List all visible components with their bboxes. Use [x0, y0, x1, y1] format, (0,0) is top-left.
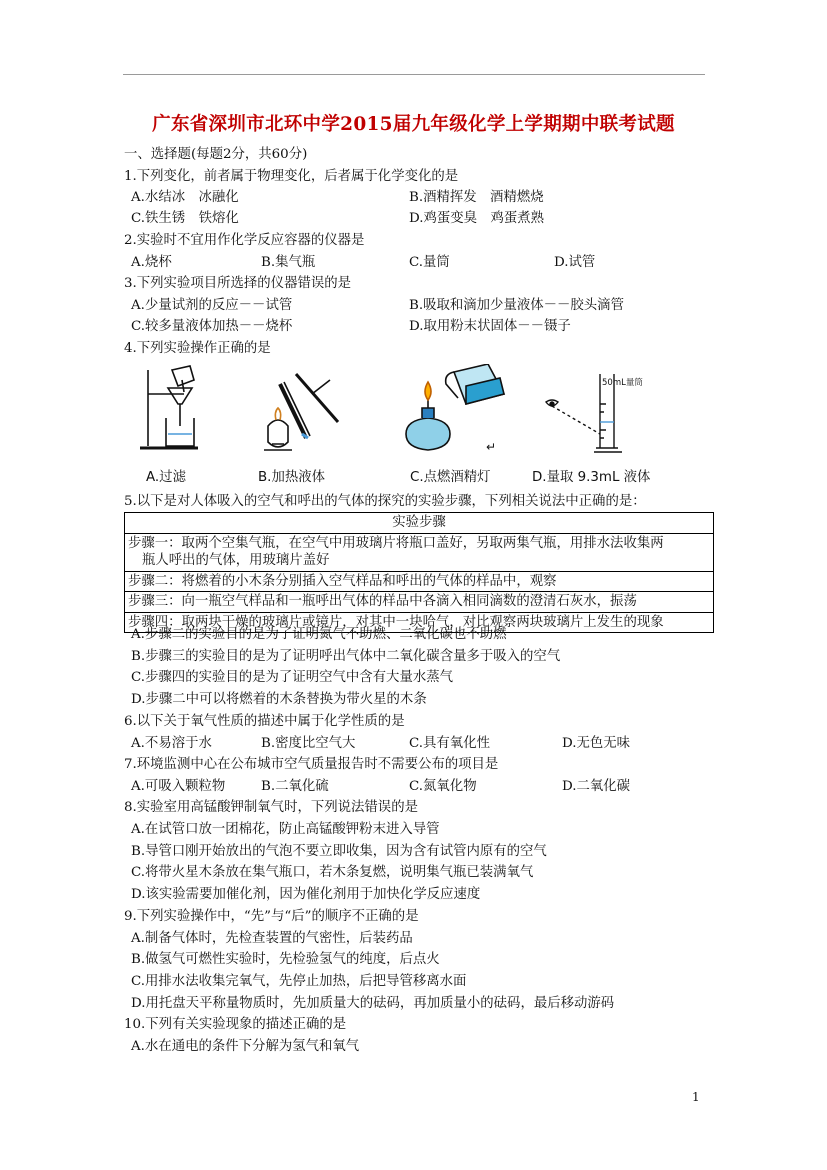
q2-option-c: C.量筒 [409, 255, 450, 270]
cylinder-label: 50mL量筒 [602, 378, 643, 388]
q5-option-c: C.步骤四的实验目的是为了证明空气中含有大量水蒸气 [131, 670, 454, 685]
q9-option-d: D.用托盘天平称量物质时，先加质量大的砝码，再加质量小的砝码，最后移动游码 [131, 996, 615, 1011]
q1-option-c: C.铁生锈 铁熔化 [131, 211, 239, 226]
question-8-stem: 8.实验室用高锰酸钾制氧气时，下列说法错误的是 [124, 800, 418, 815]
heating-liquid-icon [250, 364, 360, 458]
q6-option-a: A.不易溶于水 [131, 736, 212, 751]
q5-option-b: B.步骤三的实验目的是为了证明呼出气体中二氧化碳含量多于吸入的空气 [131, 649, 561, 664]
q7-option-a: A.可吸入颗粒物 [131, 779, 226, 794]
q2-option-a: A.烧杯 [131, 255, 172, 270]
page-number: 1 [692, 1090, 700, 1104]
q7-option-c: C.氮氧化物 [409, 779, 477, 794]
q1-option-b: B.酒精挥发 酒精燃烧 [409, 190, 544, 205]
q10-option-a: A.水在通电的条件下分解为氢气和氧气 [131, 1039, 360, 1054]
question-5-stem: 5.以下是对人体吸入的空气和呼出的气体的探究的实验步骤，下列相关说法中正确的是： [124, 494, 646, 509]
q6-option-d: D.无色无味 [562, 736, 631, 751]
q1-option-a: A.水结冰 冰融化 [131, 190, 239, 205]
question-9-stem: 9.下列实验操作中，“先”与“后”的顺序不正确的是 [124, 909, 419, 924]
q8-option-c: C.将带火星木条放在集气瓶口，若木条复燃，说明集气瓶已装满氧气 [131, 865, 534, 880]
page-title: 广东省深圳市北环中学2015届九年级化学上学期期中联考试题 [152, 114, 675, 135]
q4-figures [138, 364, 658, 486]
q4-option-d: D.量取 9.3mL 液体 [532, 470, 651, 485]
q7-option-d: D.二氧化碳 [562, 779, 631, 794]
step1-line1: 步骤一：取两个空集气瓶，在空气中用玻璃片将瓶口盖好，另取两集气瓶，用排水法收集两 [128, 535, 664, 551]
q8-option-b: B.导管口刚开始放出的气泡不要立即收集，因为含有试管内原有的空气 [131, 844, 547, 859]
question-7-stem: 7.环境监测中心在公布城市空气质量报告时不需要公布的项目是 [124, 757, 499, 772]
q1-option-d: D.鸡蛋变臭 鸡蛋煮熟 [409, 211, 545, 226]
q4-option-c: C.点燃酒精灯 [410, 470, 491, 485]
q2-option-d: D.试管 [554, 255, 596, 270]
question-1-stem: 1.下列变化，前者属于物理变化，后者属于化学变化的是 [124, 169, 459, 184]
q6-option-c: C.具有氧化性 [409, 736, 490, 751]
table-row-step4: 步骤四：取两块干燥的玻璃片或镜片，对其中一块哈气，对比观察两块玻璃片上发生的现象 [125, 612, 713, 633]
table-row-step1 [125, 533, 713, 571]
table-row-step2: 步骤二：将燃着的小木条分别插入空气样品和呼出的气体的样品中，观察 [125, 571, 713, 592]
question-4-stem: 4.下列实验操作正确的是 [124, 341, 271, 356]
q3-option-d: D.取用粉末状固体－－镊子 [409, 319, 571, 334]
question-6-stem: 6.以下关于氧气性质的描述中属于化学性质的是 [124, 714, 405, 729]
q9-option-b: B.做氢气可燃性实验时，先检验氢气的纯度，后点火 [131, 952, 440, 967]
q5-option-d: D.步骤二中可以将燃着的木条替换为带火星的木条 [131, 692, 427, 707]
return-mark-icon: ↵ [486, 440, 497, 454]
q3-option-c: C.较多量液体加热－－烧杯 [131, 319, 293, 334]
experiment-steps-table [124, 512, 714, 633]
q5-option-a: A.步骤二的实验目的是为了证明氮气不助燃、二氧化碳也不助燃 [131, 627, 507, 642]
section-heading: 一、选择题(每题2分，共60分) [124, 147, 308, 162]
q3-option-b: B.吸取和滴加少量液体－－胶头滴管 [409, 298, 624, 313]
question-10-stem: 10.下列有关实验现象的描述正确的是 [124, 1017, 347, 1032]
q8-option-a: A.在试管口放一团棉花，防止高锰酸钾粉末进入导管 [131, 822, 440, 837]
table-header: 实验步骤 [392, 515, 446, 530]
q3-option-a: A.少量试剂的反应－－试管 [131, 298, 293, 313]
q4-option-b: B.加热液体 [258, 470, 326, 485]
q9-option-c: C.用排水法收集完氧气，先停止加热，后把导管移离水面 [131, 974, 467, 989]
table-row-step3: 步骤三：向一瓶空气样品和一瓶呼出气体的样品中各滴入相同滴数的澄清石灰水，振荡 [125, 591, 713, 612]
question-3-stem: 3.下列实验项目所选择的仪器错误的是 [124, 276, 352, 291]
question-2-stem: 2.实验时不宜用作化学反应容器的仪器是 [124, 233, 365, 248]
q6-option-b: B.密度比空气大 [261, 736, 356, 751]
filtration-apparatus-icon [138, 364, 238, 456]
header-rule [123, 74, 705, 75]
q7-option-b: B.二氧化硫 [261, 779, 329, 794]
q8-option-d: D.该实验需要加催化剂，因为催化剂用于加快化学反应速度 [131, 887, 481, 902]
q2-option-b: B.集气瓶 [261, 255, 316, 270]
q9-option-a: A.制备气体时，先检查装置的气密性，后装药品 [131, 931, 413, 946]
q4-option-a: A.过滤 [146, 470, 186, 485]
step1-line2: 瓶人呼出的气体，用玻璃片盖好 [142, 553, 330, 568]
